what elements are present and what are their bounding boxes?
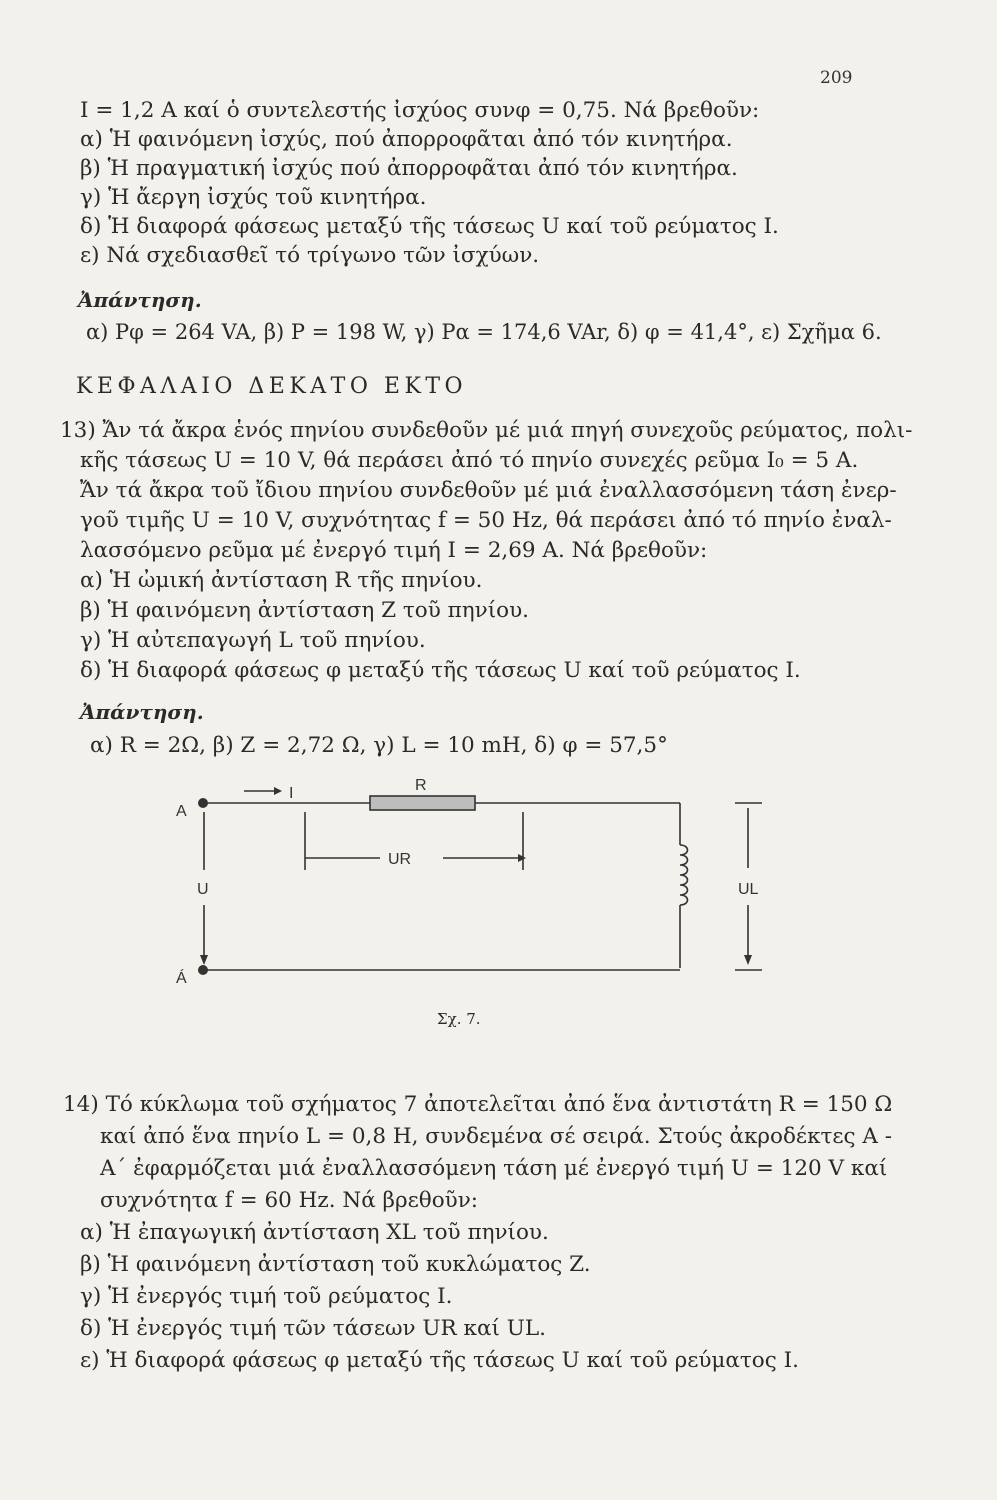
label-a: A — [176, 803, 187, 820]
p14-item-a: α) Ἡ ἐπαγωγική ἀντίσταση XL τοῦ πηνίου. — [80, 1220, 549, 1245]
p13-line-3: Ἄν τά ἄκρα τοῦ ἴδιου πηνίου συνδεθοῦν μέ μιά ἐναλλασσόμενη τάση ἐνερ- — [80, 478, 897, 503]
prev-item-c: γ) Ἡ ἄεργη ἰσχύς τοῦ κινητήρα. — [80, 185, 427, 210]
p14-line-3: A΄ ἐφαρμόζεται μιά ἐναλλασσόμενη τάση μέ ἐνεργό τιμή U = 120 V καί — [100, 1156, 888, 1181]
ul-arrowhead — [744, 955, 752, 965]
prev-item-b: β) Ἡ πραγματική ἰσχύς πού ἀπορροφᾶται ἀπό τόν κινητήρα. — [80, 156, 738, 181]
p13-line-1: 13) Ἄν τά ἄκρα ἑνός πηνίου συνδεθοῦν μέ μιά πηγή συνεχοῦς ρεύματος, πολι- — [60, 418, 913, 443]
p14-item-b: β) Ἡ φαινόμενη ἀντίσταση τοῦ κυκλώματος Z. — [80, 1252, 591, 1277]
page-number: 209 — [820, 68, 853, 88]
label-a-prime: Á — [176, 970, 187, 987]
p14-line-2: καί ἀπό ἕνα πηνίο L = 0,8 H, συνδεμένα σέ σειρά. Στούς ἀκροδέκτες A - — [100, 1124, 893, 1149]
p13-item-c: γ) Ἡ αὐτεπαγωγή L τοῦ πηνίου. — [80, 628, 426, 653]
p13-line-4: γοῦ τιμῆς U = 10 V, συχνότητας f = 50 Hz, θά περάσει ἀπό τό πηνίο ἐναλ- — [80, 508, 892, 533]
p13-line-2: κῆς τάσεως U = 10 V, θά περάσει ἀπό τό πηνίο συνεχές ρεῦμα I₀ = 5 A. — [80, 448, 859, 473]
figure-caption: Σχ. 7. — [437, 1010, 481, 1028]
prev-answer: α) Pφ = 264 VA, β) P = 198 W, γ) Pα = 174,6 VAr, δ) φ = 41,4°, ε) Σχῆμα 6. — [86, 320, 882, 344]
p14-line-4: συχνότητα f = 60 Hz. Νά βρεθοῦν: — [100, 1188, 479, 1213]
label-voltage-u: U — [197, 881, 209, 898]
label-ul: UL — [738, 881, 759, 898]
prev-item-d: δ) Ἡ διαφορά φάσεως μεταξύ τῆς τάσεως U καί τοῦ ρεύματος I. — [80, 214, 779, 239]
label-ur: UR — [388, 851, 412, 868]
label-resistor: R — [415, 777, 427, 794]
p14-item-c: γ) Ἡ ἐνεργός τιμή τοῦ ρεύματος I. — [80, 1284, 453, 1309]
p13-item-b: β) Ἡ φαινόμενη ἀντίσταση Z τοῦ πηνίου. — [80, 598, 530, 623]
p13-line-5: λασσόμενο ρεῦμα μέ ἐνεργό τιμή I = 2,69 A. Νά βρεθοῦν: — [80, 538, 708, 563]
prev-answer-label: Ἀπάντηση. — [78, 288, 202, 312]
p13-answer: α) R = 2Ω, β) Z = 2,72 Ω, γ) L = 10 mH, δ) φ = 57,5° — [90, 733, 668, 758]
prev-problem-intro: I = 1,2 A καί ὁ συντελεστής ἰσχύος συνφ = 0,75. Νά βρεθοῦν: — [80, 98, 760, 123]
resistor — [370, 796, 475, 810]
i-arrowhead — [274, 787, 282, 795]
chapter-title: ΚΕΦΑΛΑΙΟ ΔΕΚΑΤΟ ΕΚΤΟ — [76, 374, 468, 399]
prev-item-e: ε) Νά σχεδιασθεῖ τό τρίγωνο τῶν ἰσχύων. — [80, 243, 540, 268]
u-arrowhead — [200, 955, 208, 965]
terminal-a-prime — [198, 965, 208, 975]
p13-item-a: α) Ἡ ὠμική ἀντίσταση R τῆς πηνίου. — [80, 568, 483, 593]
p13-item-d: δ) Ἡ διαφορά φάσεως φ μεταξύ τῆς τάσεως U καί τοῦ ρεύματος I. — [80, 658, 801, 683]
p14-item-d: δ) Ἡ ἐνεργός τιμή τῶν τάσεων UR καί UL. — [80, 1316, 546, 1341]
ur-arrowhead-right — [518, 854, 526, 862]
terminal-a — [198, 798, 208, 808]
p14-line-1: 14) Τό κύκλωμα τοῦ σχήματος 7 ἀποτελεῖται ἀπό ἕνα ἀντιστάτη R = 150 Ω — [63, 1092, 893, 1117]
inductor-coil — [680, 845, 688, 905]
prev-item-a: α) Ἡ φαινόμενη ἰσχύς, πού ἀπορροφᾶται ἀπό τόν κινητήρα. — [80, 127, 733, 152]
label-current: I — [289, 785, 294, 802]
p13-answer-label: Ἀπάντηση. — [80, 700, 204, 724]
p14-item-e: ε) Ἡ διαφορά φάσεως φ μεταξύ τῆς τάσεως U καί τοῦ ρεύματος I. — [80, 1348, 799, 1373]
